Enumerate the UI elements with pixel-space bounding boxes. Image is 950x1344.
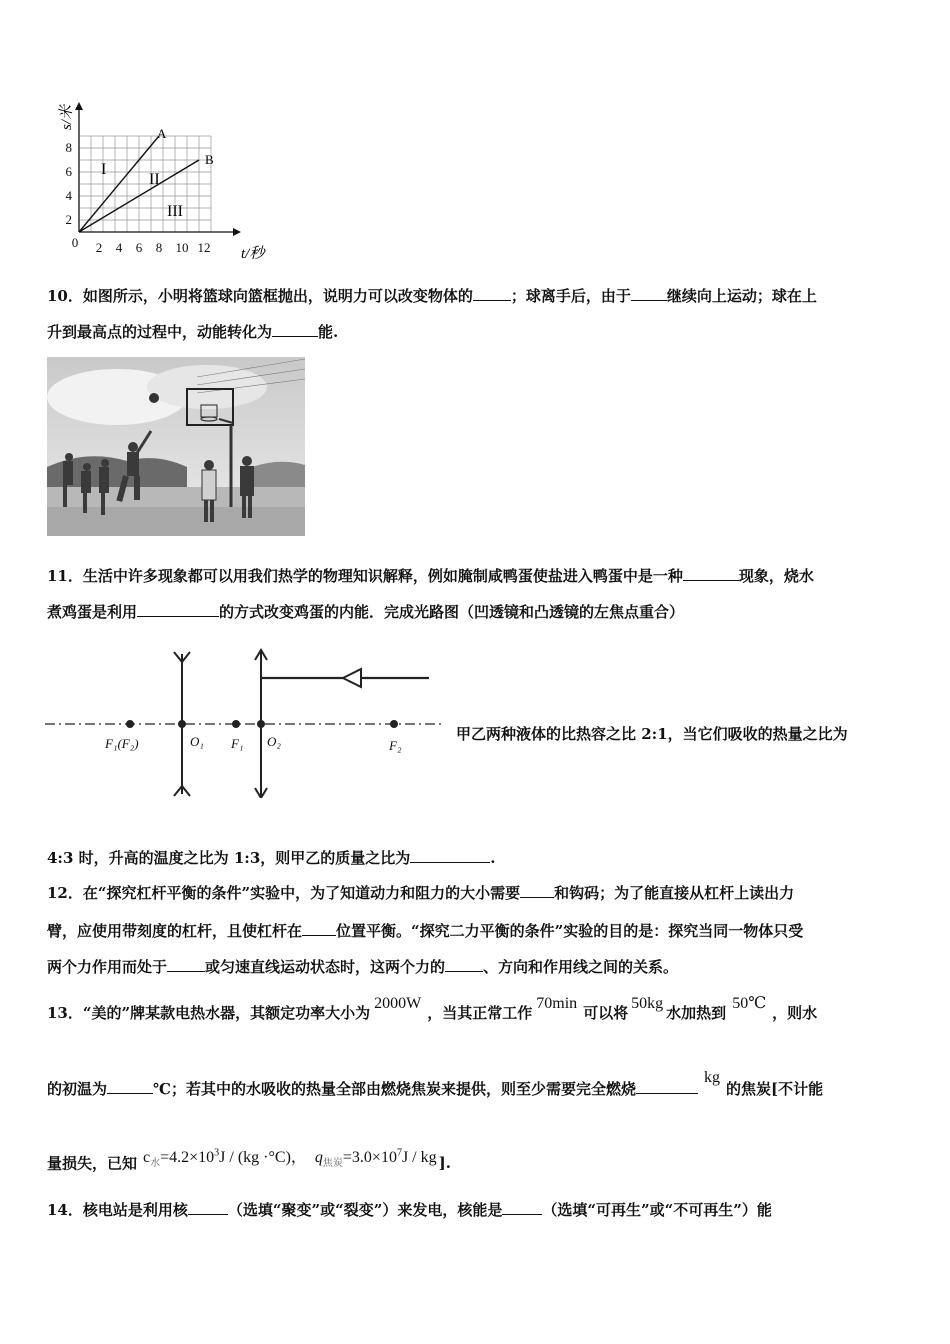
q13-text: ℃；若其中的水吸收的热量全部由燃烧焦炭来提供，则至少需要完全燃烧	[153, 1080, 636, 1098]
label-f2: F₂	[389, 738, 402, 753]
q10-text: 10．如图所示，小明将篮球向篮框抛出，说明力可以改变物体的	[47, 287, 473, 305]
q11-line-1	[47, 566, 814, 586]
point-f1	[232, 720, 240, 728]
x-tick: 4	[115, 240, 123, 255]
q13-text: 量损失，已知	[47, 1154, 138, 1173]
line-label-a: A	[157, 126, 167, 141]
x-tick: 6	[135, 240, 143, 255]
q13-text: 可以将	[583, 1004, 629, 1022]
q12-text: 或匀速直线运动状态时，这两个力的	[205, 958, 446, 976]
s-t-graph	[45, 98, 275, 266]
x-axis-arrow	[233, 228, 241, 236]
q10-line-1	[47, 286, 817, 306]
answer-blank[interactable]	[107, 1079, 153, 1094]
q12-text: 两个力作用而处于	[47, 958, 168, 976]
q13-line-3	[47, 1150, 451, 1181]
q13-temp: 50℃	[732, 995, 767, 1012]
q13-text: 13．“美的”牌某款电热水器，其额定功率大小为	[47, 1004, 371, 1022]
x-tick: 8	[155, 240, 163, 255]
q-symbol: q	[314, 1149, 323, 1167]
q13-text: 水加热到	[666, 1004, 727, 1022]
q11b-text: .	[490, 849, 496, 867]
q11-line-2	[47, 602, 684, 622]
answer-blank[interactable]	[445, 957, 483, 972]
q10-text: 继续向上运动；球在上	[666, 287, 817, 305]
q13-text: ].	[438, 1154, 451, 1173]
q-value: =3.0×10	[342, 1149, 397, 1167]
region-label-3: III	[167, 203, 183, 220]
q11-text: 11．生活中许多现象都可以用我们热学的物理知识解释，例如腌制咸鸭蛋使盐进入鸭蛋中是一种	[47, 567, 683, 585]
x-tick-labels	[72, 235, 211, 255]
q10-text: 能.	[318, 323, 339, 341]
y-tick: 8	[65, 140, 72, 155]
q13-unit-kg: kg	[704, 1069, 720, 1086]
answer-blank[interactable]	[502, 1200, 542, 1215]
y-tick: 4	[65, 188, 72, 203]
q12-line-2	[47, 921, 803, 941]
y-tick: 2	[65, 212, 72, 227]
y-axis-label: s/米	[59, 104, 75, 130]
graph-grid	[79, 136, 211, 232]
answer-blank[interactable]	[520, 883, 554, 898]
q10-text: 升到最高点的过程中，动能转化为	[47, 323, 273, 341]
heat-value-formula	[314, 1148, 437, 1170]
q13-text: 的初温为	[47, 1080, 108, 1098]
x-tick: 0	[71, 235, 79, 250]
x-tick: 12	[197, 240, 211, 255]
x-tick: 10	[175, 240, 189, 255]
q13-time: 70min	[536, 995, 578, 1012]
line-label-b: B	[205, 152, 214, 167]
q11b-side-text	[456, 724, 848, 744]
label-f1: F₁	[231, 736, 244, 751]
q11b-text: 甲乙两种液体的比热容之比 2:1，当它们吸收的热量之比为	[456, 725, 848, 743]
q11-text: 现象，烧水	[738, 567, 814, 585]
q13-mass: 50kg	[631, 995, 664, 1012]
ray-arrow	[343, 669, 361, 687]
q14-text: （选填“聚变”或“裂变”）来发电，核能是	[227, 1201, 503, 1219]
region-label-1: I	[101, 161, 107, 178]
q12-line-3	[47, 957, 678, 977]
q11b-line	[47, 848, 496, 868]
q13-line-1	[47, 995, 818, 1024]
specific-heat-formula	[143, 1148, 307, 1170]
region-label-2: II	[149, 171, 160, 188]
answer-blank[interactable]	[272, 322, 318, 337]
q12-text: 12．在“探究杠杆平衡的条件”实验中，为了知道动力和阻力的大小需要	[47, 884, 521, 902]
q12-text: 、方向和作用线之间的关系。	[483, 958, 679, 976]
q13-text: ，则水	[772, 1004, 818, 1022]
q14-line	[47, 1200, 772, 1220]
point-f1f2	[126, 720, 134, 728]
q14-text: 14．核电站是利用核	[47, 1201, 188, 1219]
c-unit: J / (kg ·°C)，	[219, 1149, 307, 1167]
point-o2	[257, 720, 265, 728]
point-o1	[178, 720, 186, 728]
q-subscript: 焦炭	[322, 1158, 343, 1170]
answer-blank[interactable]	[302, 921, 336, 936]
q12-text: 位置平衡。“探究二力平衡的条件”实验的目的是：探究当同一物体只受	[336, 922, 804, 940]
q12-text: 臂，应使用带刻度的杠杆，且使杠杆在	[47, 922, 303, 940]
q11b-text: 4:3 时，升高的温度之比为 1:3，则甲乙的质量之比为	[47, 849, 411, 867]
answer-blank[interactable]	[636, 1079, 698, 1094]
q11-text: 的方式改变鸡蛋的内能．完成光路图（凹透镜和凸透镜的左焦点重合）	[219, 603, 685, 621]
q13-power: 2000W	[374, 995, 422, 1012]
x-tick: 2	[95, 240, 103, 255]
answer-blank[interactable]	[410, 848, 490, 863]
answer-blank[interactable]	[137, 602, 219, 617]
answer-blank[interactable]	[683, 566, 739, 581]
c-exponent: 3	[214, 1148, 220, 1159]
label-o2: O₂	[267, 734, 281, 749]
q12-line-1	[47, 883, 794, 903]
q-exponent: 7	[396, 1148, 402, 1159]
answer-blank[interactable]	[167, 957, 205, 972]
label-f1f2: F₁(F₂)	[105, 736, 139, 751]
q11-text: 煮鸡蛋是利用	[47, 603, 138, 621]
point-f2	[390, 720, 398, 728]
q13-text: 的焦炭[不计能	[726, 1080, 824, 1098]
q-unit: J / kg	[401, 1149, 437, 1167]
answer-blank[interactable]	[188, 1200, 228, 1215]
y-tick: 6	[65, 164, 72, 179]
lens-diagram	[45, 648, 450, 798]
c-subscript: 水	[150, 1158, 161, 1170]
answer-blank[interactable]	[473, 286, 511, 301]
q13-text: ，当其正常工作	[427, 1004, 533, 1022]
q10-text: ；球离手后，由于	[510, 287, 631, 305]
y-axis-arrow	[75, 102, 83, 110]
answer-blank[interactable]	[631, 286, 667, 301]
q12-text: 和钩码；为了能直接从杠杆上读出力	[554, 884, 795, 902]
label-o1: O₁	[190, 734, 204, 749]
c-value: =4.2×10	[160, 1149, 215, 1167]
basketball-photo	[47, 357, 305, 536]
q10-line-2	[47, 322, 338, 342]
c-symbol: c	[143, 1149, 151, 1167]
q14-text: （选填“可再生”或“不可再生”）能	[542, 1201, 772, 1219]
q13-line-2	[47, 1069, 824, 1100]
y-tick-labels	[66, 140, 73, 227]
x-axis-label: t/秒	[241, 246, 265, 262]
